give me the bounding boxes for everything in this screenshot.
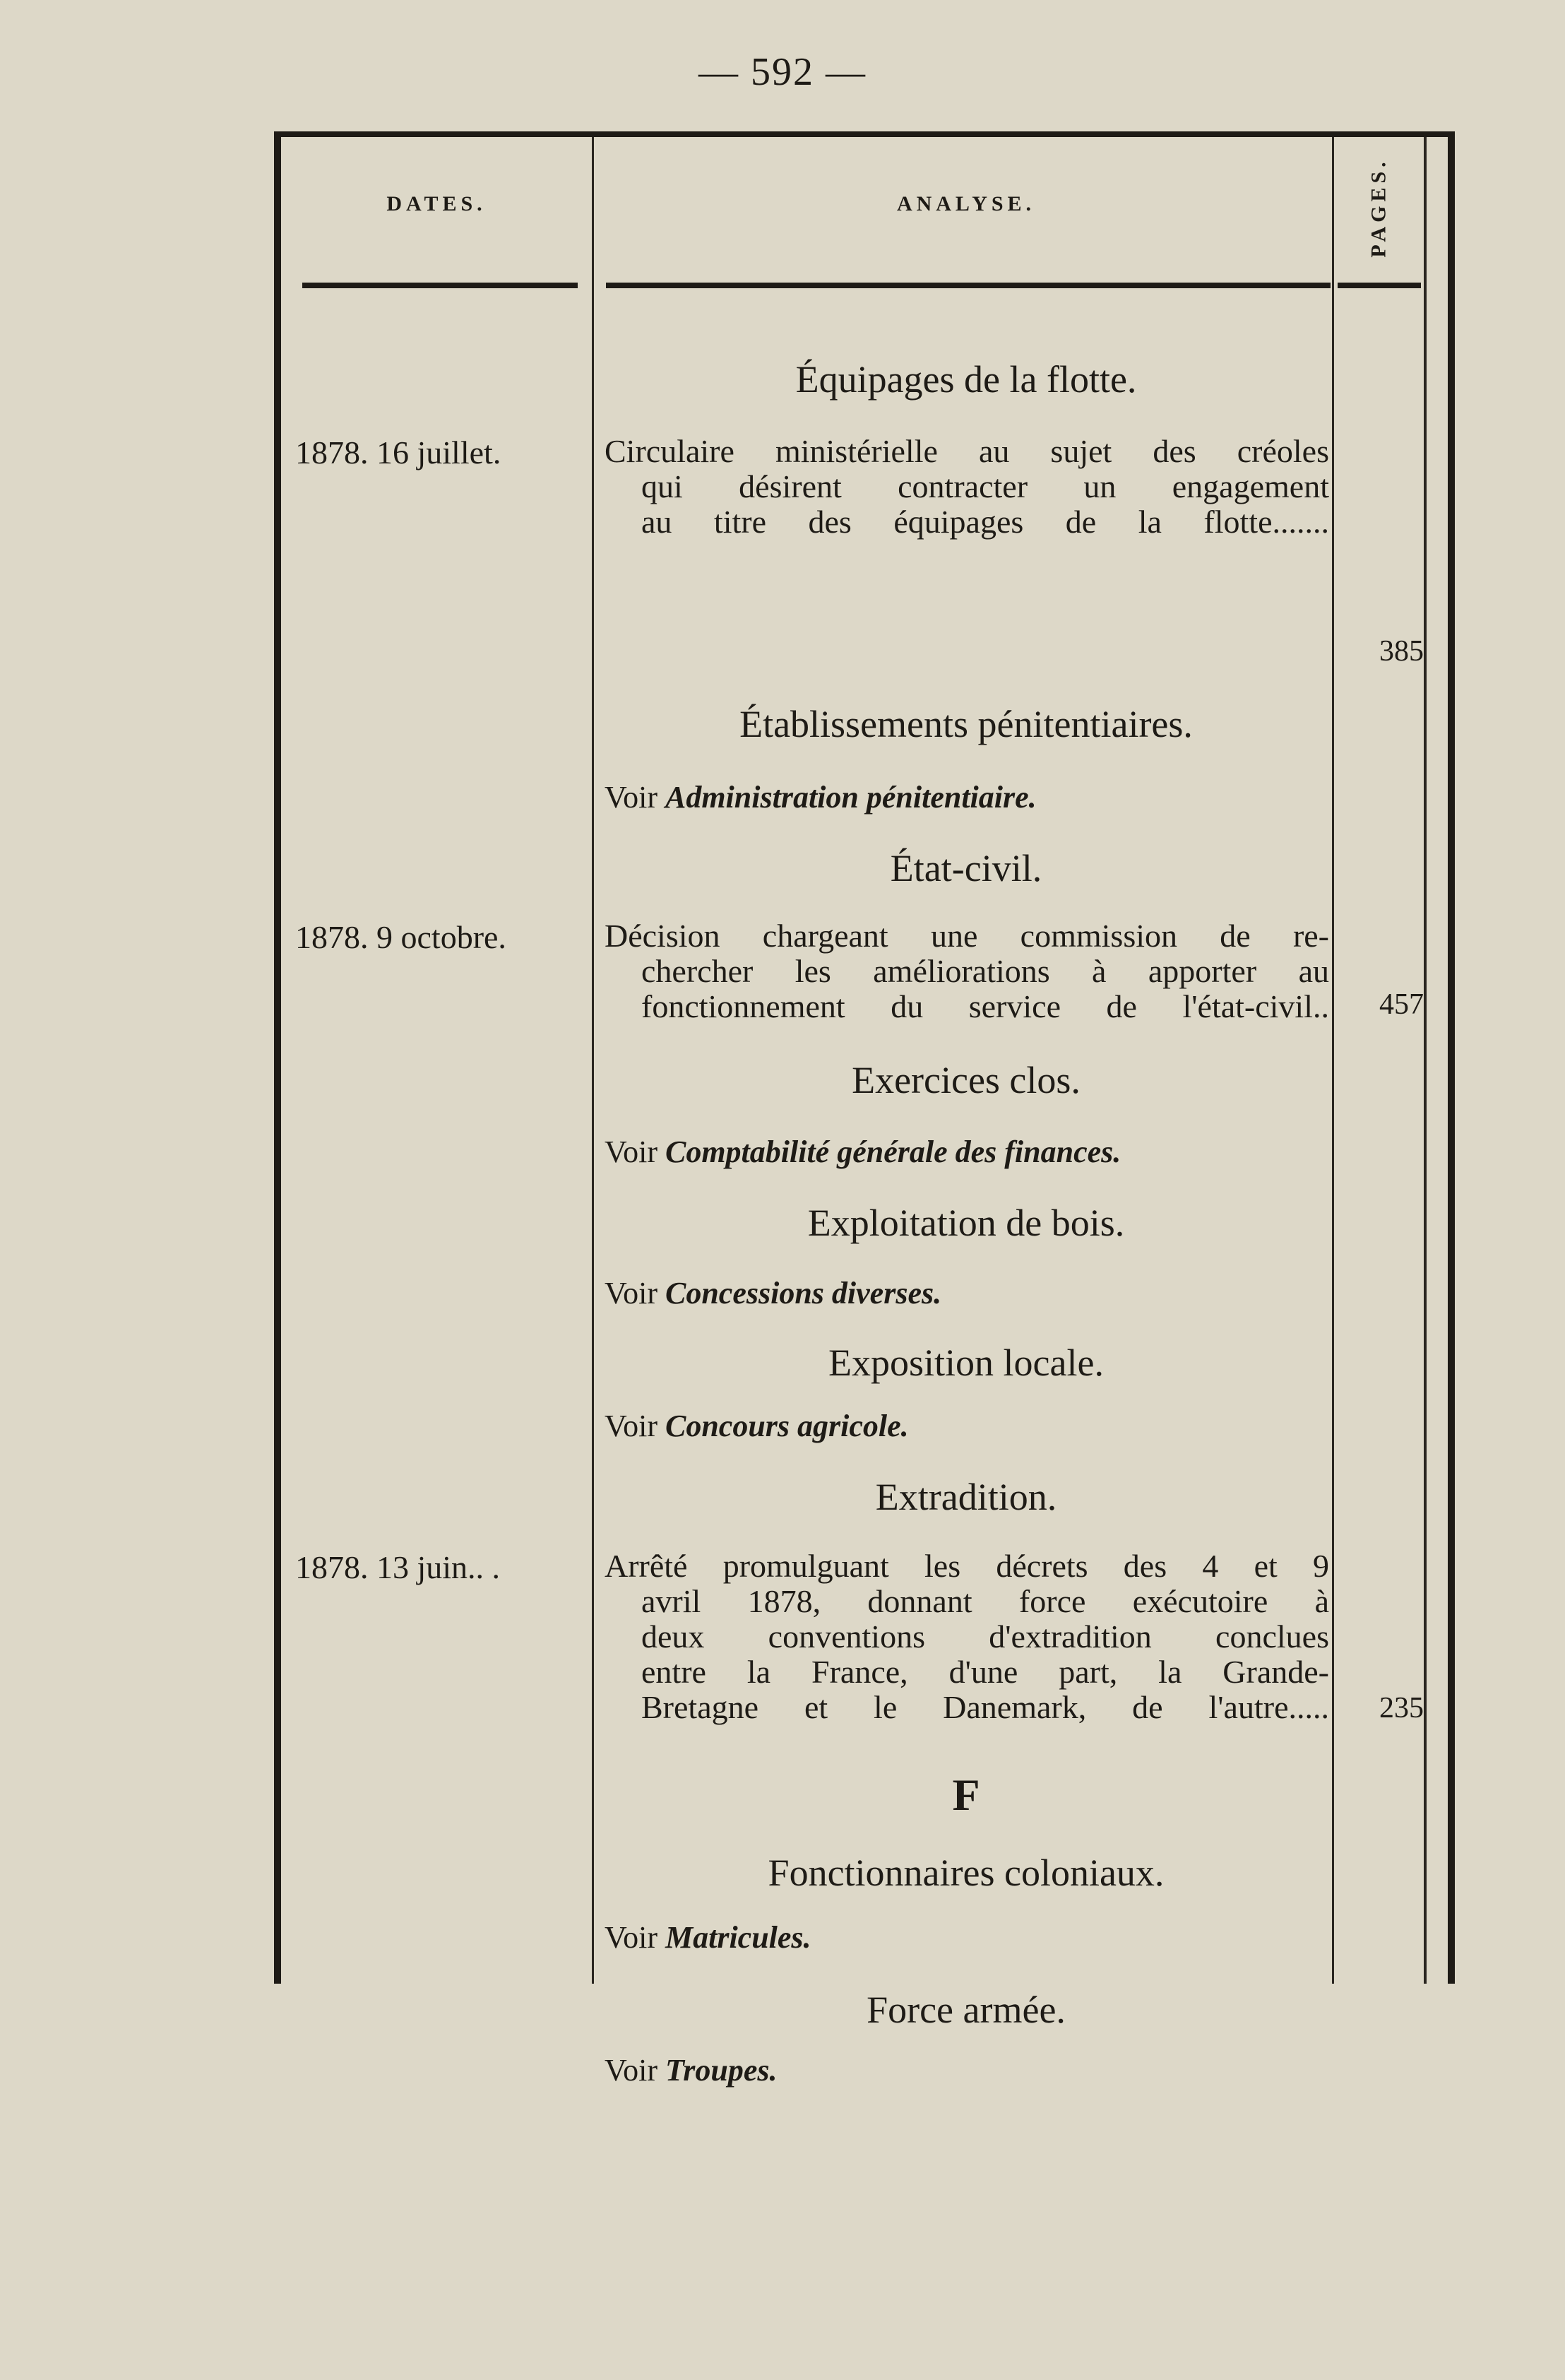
section-title: Établissements pénitentiaires. [739,703,1193,745]
header-analyse: ANALYSE. [896,192,1036,215]
see-target: Troupes. [665,2053,778,2088]
see-label: Voir [605,2053,657,2088]
see-reference [605,1920,1329,1955]
entry-page-ref: 385 [1379,635,1424,668]
analysis-line: au titre des équipages de la flotte....... [641,504,1329,540]
header-rule-analyse [606,283,1331,288]
analysis-line: entre la France, d'une part, la Grande- [641,1654,1329,1690]
see-label: Voir [605,780,657,815]
analysis-line: chercher les améliorations à apporter au [641,953,1329,989]
see-label: Voir [605,1135,657,1169]
analysis-line: Bretagne et le Danemark, de l'autre..... [641,1689,1329,1725]
section-title: Exercices clos. [852,1059,1081,1101]
column-divider-pages [1424,137,1427,1984]
column-divider-dates [592,137,594,1984]
analysis-line: Circulaire ministérielle au sujet des créoles [605,433,1329,469]
index-table [274,131,1455,2088]
see-target: Matricules. [665,1920,811,1955]
see-target: Concessions diverses. [665,1276,942,1310]
header-rule-dates [302,283,578,288]
see-target: Administration pénitentiaire. [665,780,1037,815]
see-reference [605,1135,1329,1170]
see-label: Voir [605,1920,657,1955]
analysis-line: avril 1878, donnant force exécutoire à [641,1583,1329,1619]
header-rule-pages [1338,283,1421,288]
entry-date: 1878. 9 octobre. [295,919,506,955]
section-title: Extradition. [875,1476,1057,1518]
entry-date: 1878. 13 juin.. . [295,1549,501,1585]
see-reference [605,780,1329,815]
header-dates: DATES. [386,192,487,215]
entry-analysis [605,918,1329,1024]
see-reference [605,1409,1329,1444]
analysis-line: Arrêté promulguant les décrets des 4 et 9 [605,1548,1329,1584]
entry-analysis [605,1549,1329,1725]
section-title: Fonctionnaires coloniaux. [768,1852,1165,1894]
see-reference [605,2053,1329,2088]
section-letter: F [952,1770,980,1820]
analysis-line: qui désirent contracter un engagement [641,468,1329,504]
see-label: Voir [605,1409,657,1443]
see-label: Voir [605,1276,657,1310]
section-title: Équipages de la flotte. [795,358,1137,401]
entry-page-ref: 457 [1379,988,1424,1021]
entry-page-ref: 235 [1379,1692,1424,1724]
header-pages-label: PAGES. [1367,158,1391,258]
section-title: Exposition locale. [828,1342,1104,1384]
see-target: Comptabilité générale des finances. [665,1135,1121,1169]
entry-date: 1878. 16 juillet. [295,434,501,470]
section-title: Exploitation de bois. [807,1202,1125,1244]
analysis-line: fonctionnement du service de l'état-civil.. [641,988,1329,1024]
analysis-line: Décision chargeant une commission de re- [605,918,1329,954]
column-divider-analyse [1332,137,1334,1984]
see-target: Concours agricole. [665,1409,909,1443]
see-reference [605,1276,1329,1311]
header-pages [1340,151,1418,264]
section-title: Force armée. [867,1989,1066,2031]
section-title: État-civil. [890,847,1042,889]
entry-analysis [605,434,1329,540]
page-number: — 592 — [698,50,867,94]
analysis-line: deux conventions d'extradition conclues [641,1618,1329,1654]
